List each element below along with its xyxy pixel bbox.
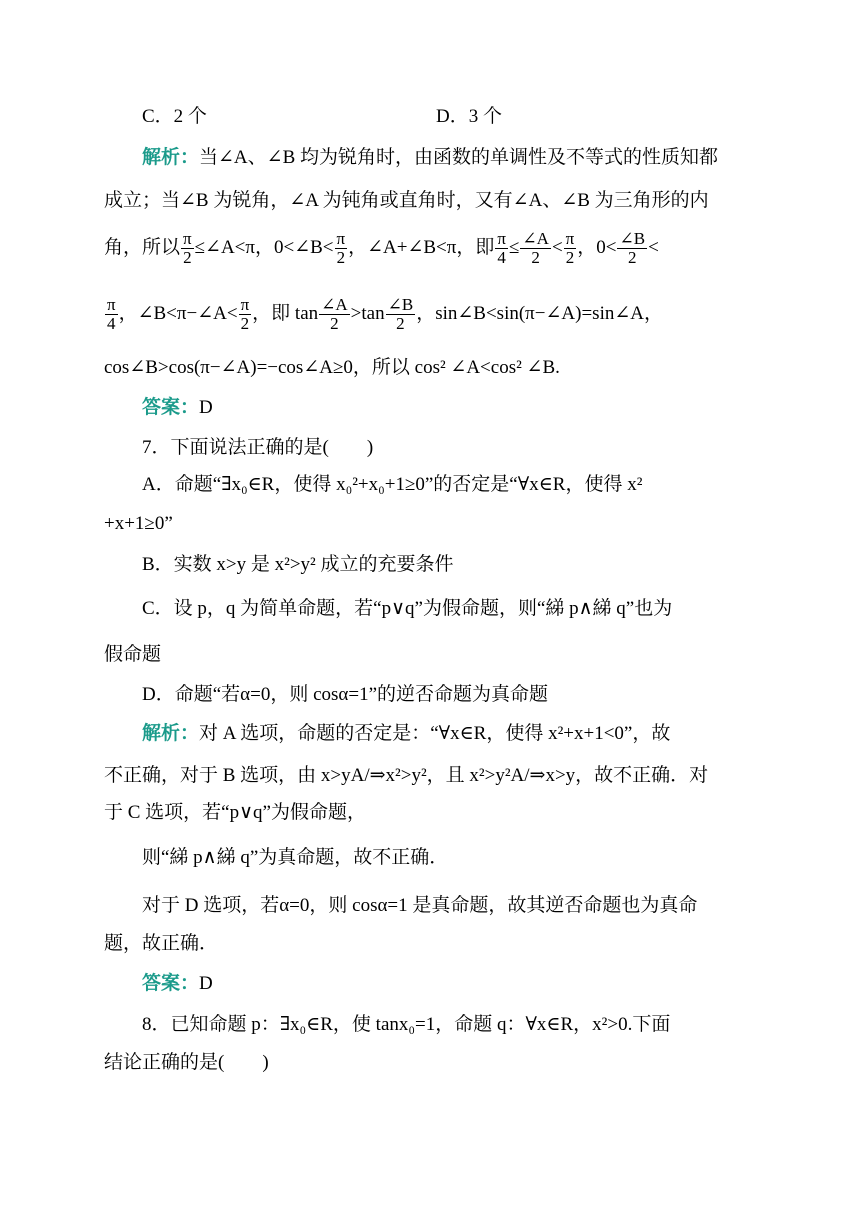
text-segment: 角，所以	[104, 237, 181, 258]
numerator: π	[565, 229, 575, 249]
numerator: π	[107, 295, 116, 315]
option-c: C．2 个	[142, 106, 207, 127]
fraction-pi-over-2	[564, 230, 577, 267]
analysis-7-line-6: 题，故正确．	[104, 933, 219, 954]
numerator: π	[497, 229, 506, 249]
text-segment: ，sin∠B<sin(π−∠A)=sin∠A，	[416, 303, 663, 324]
fraction-pi-over-4	[495, 230, 508, 267]
question-7-option-c-line-1: C．设 p，q 为简单命题，若“p∨q”为假命题，则“綈 p∧綈 q”也为	[142, 598, 673, 619]
question-8-line-2: 结论正确的是( )	[104, 1052, 269, 1073]
fraction-pi-over-2	[335, 230, 348, 267]
answer-label: 答案：	[142, 397, 200, 418]
question-7-option-a-line-1: A．命题“∃x₀∈R，使得 x₀²+x₀+1≥0”的否定是“∀x∈R，使得 x²	[142, 474, 643, 495]
denominator: 2	[183, 248, 192, 268]
analysis-7-line-1	[142, 721, 670, 747]
numerator: ∠B	[387, 295, 414, 315]
text-segment: ，∠B<π−∠A<	[118, 303, 238, 324]
analysis-6-line-1	[142, 145, 718, 171]
analysis-text: 对 A 选项，命题的否定是：“∀x∈R，使得 x²+x+1<0”，故	[199, 723, 671, 744]
fraction-pi-over-2	[239, 296, 252, 333]
answer-6	[142, 395, 213, 421]
text-segment: ，0<	[577, 237, 617, 258]
question-7-stem: 7．下面说法正确的是( )	[142, 437, 374, 458]
analysis-label: 解析：	[142, 147, 200, 168]
fraction-pi-over-4	[105, 296, 118, 333]
numerator: ∠B	[619, 229, 646, 249]
denominator: 2	[396, 314, 405, 334]
denominator: 2	[628, 248, 637, 268]
analysis-7-line-3: 于 C 选项，若“p∨q”为假命题，	[104, 802, 366, 823]
numerator: π	[183, 229, 192, 249]
analysis-6-line-2: 成立；当∠B 为锐角，∠A 为钝角或直角时，又有∠A、∠B 为三角形的内	[104, 190, 709, 211]
fraction-A-over-2	[319, 296, 350, 333]
text-segment: <	[648, 237, 659, 258]
question-7-option-c-line-2: 假命题	[104, 644, 162, 665]
numerator: π	[240, 295, 250, 315]
fraction-A-over-2	[520, 230, 551, 267]
denominator: 2	[565, 248, 575, 268]
answer-value: D	[199, 397, 213, 418]
answer-value: D	[199, 973, 213, 994]
analysis-6-line-4	[104, 294, 663, 334]
option-d: D．3 个	[436, 106, 502, 127]
text-segment: ≤	[508, 237, 520, 258]
fraction-B-over-2	[617, 230, 647, 267]
denominator: 2	[336, 248, 346, 268]
numerator: ∠A	[522, 229, 549, 249]
denominator: 2	[240, 314, 250, 334]
analysis-label: 解析：	[142, 723, 200, 744]
analysis-6-line-3	[104, 228, 659, 268]
fraction-B-over-2	[386, 296, 416, 333]
question-7-option-b: B．实数 x>y 是 x²>y² 成立的充要条件	[142, 554, 454, 575]
answer-label: 答案：	[142, 973, 200, 994]
text-segment: >tan	[350, 303, 385, 324]
numerator: π	[336, 229, 346, 249]
text-segment: ，即 tan	[252, 303, 319, 324]
answer-7	[142, 971, 213, 997]
question-8-line-1: 8．已知命题 p：∃x₀∈R，使 tanx₀=1，命题 q：∀x∈R，x²>0.下面	[142, 1014, 671, 1035]
question-7-option-a-line-2: +x+1≥0”	[104, 513, 173, 534]
denominator: 2	[531, 248, 540, 268]
denominator: 4	[107, 314, 116, 334]
denominator: 2	[330, 314, 339, 334]
analysis-7-line-4: 则“綈 p∧綈 q”为真命题，故不正确．	[142, 847, 449, 868]
denominator: 4	[497, 248, 506, 268]
text-segment: ≤∠A<π，0<∠B<	[194, 237, 334, 258]
analysis-text: 当∠A、∠B 均为锐角时，由函数的单调性及不等式的性质知都	[199, 147, 719, 168]
text-segment: <	[551, 237, 563, 258]
analysis-6-line-5: cos∠B>cos(π−∠A)=−cos∠A≥0，所以 cos² ∠A<cos² ∠B.	[104, 357, 560, 378]
analysis-7-line-2: 不正确，对于 B 选项，由 x>yA/⇒x²>y²，且 x²>y²A/⇒x>y，故不正确．对	[104, 765, 709, 786]
text-segment: ，∠A+∠B<π，即	[348, 237, 495, 258]
numerator: ∠A	[321, 295, 348, 315]
analysis-7-line-5: 对于 D 选项，若α=0，则 cosα=1 是真命题，故其逆否命题也为真命	[142, 895, 698, 916]
question-7-option-d: D．命题“若α=0，则 cosα=1”的逆否命题为真命题	[142, 684, 549, 705]
fraction-pi-over-2	[181, 230, 194, 267]
